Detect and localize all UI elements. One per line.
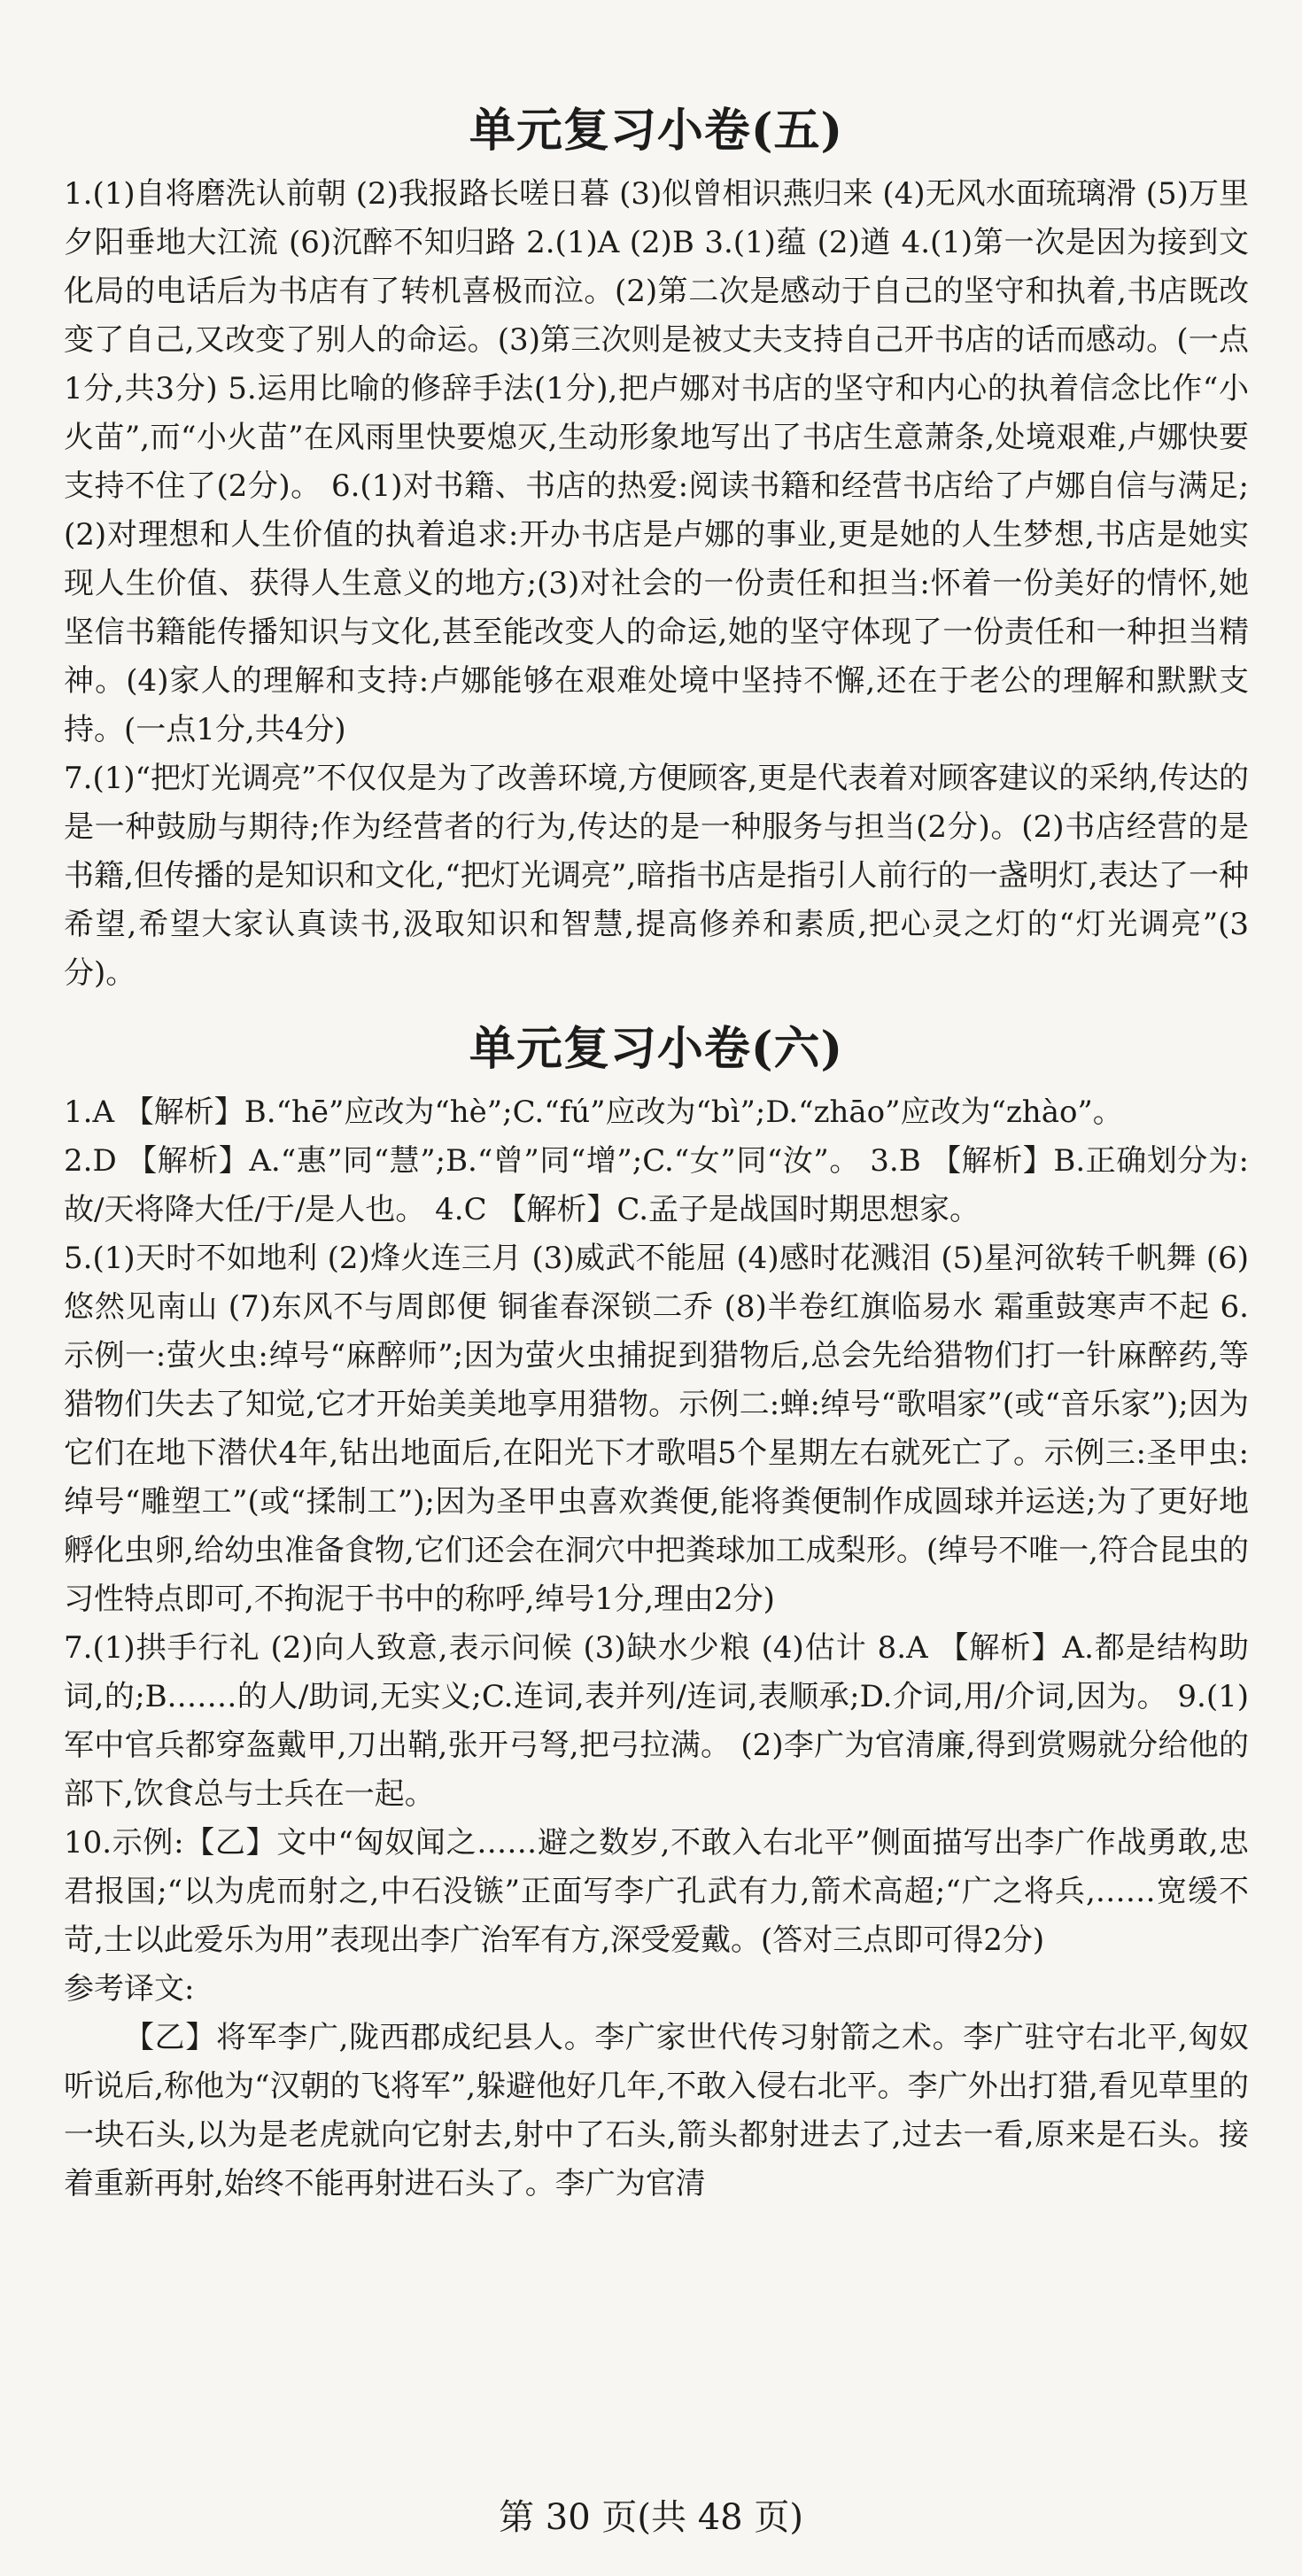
section-6-paragraph-5: 10.示例:【乙】文中“匈奴闻之……避之数岁,不敢入右北平”侧面描写出李广作战勇敢,忠君报国;“以为虎而射之,中石没镞”正面写李广孔武有力,箭术高超;“广之将兵,……宽缓不苛,士以此爱乐为用”表现出李广治军有方,深受爱戴。(答对三点即可得2分) [64,1825,1249,1958]
section-5-paragraph-2: 7.(1)“把灯光调亮”不仅仅是为了改善环境,方便顾客,更是代表着对顾客建议的采纳,传达的是一种鼓励与期待;作为经营者的行为,传达的是一种服务与担当(2分)。(2)书店经营的是书籍,但传播的是知识和文化,“把灯光调亮”,暗指书店是指引人前行的一盏明灯,表达了一种希望,希望大家认真读书,汲取知识和智慧,提高修养和素质,把心灵之灯的“灯光调亮”(3分)。 [64,761,1249,991]
section-6-paragraph-2: 2.D 【解析】A.“惠”同“慧”;B.“曾”同“增”;C.“女”同“汝”。 3.B 【解析】B.正确划分为:故/天将降大任/于/是人也。 4.C 【解析】C.孟子是战国时期思想家。 [64,1143,1249,1227]
section-6-paragraph-4: 7.(1)拱手行礼 (2)向人致意,表示问候 (3)缺水少粮 (4)估计 8.A 【解析】A.都是结构助词,的;B.……的人/助词,无实义;C.连词,表并列/连词,表顺承;D.介词,用/介词,因为。 9.(1)军中官兵都穿盔戴甲,刀出鞘,张开弓弩,把弓拉满。 (2)李广为官清廉,得到赏赐就分给他的部下,饮食总与士兵在一起。 [64,1630,1249,1812]
section-5-title: 单元复习小卷(五) [469,104,844,158]
section-6-paragraph-1: 1.A 【解析】B.“hē”应改为“hè”;C.“fú”应改为“bì”;D.“zhāo”应改为“zhào”。 [64,1095,1123,1130]
section-5-paragraph-1: 1.(1)自将磨洗认前朝 (2)我报路长嗟日暮 (3)似曾相识燕归来 (4)无风水面琉璃滑 (5)万里夕阳垂地大江流 (6)沉醉不知归路 2.(1)A (2)B 3.(1)蕴 (2)遒 4.(1)第一次是因为接到文化局的电话后为书店有了转机喜极而泣。(2)第二次是感动于自己的坚守和执着,书店既改变了自己,又改变了别人的命运。(3)第三次则是被丈夫支持自己开书店的话而感动。(一点1分,共3分) 5.运用比喻的修辞手法(1分),把卢娜对书店的坚守和内心的执着信念比作“小火苗”,而“小火苗”在风雨里快要熄灭,生动形象地写出了书店生意萧条,处境艰难,卢娜快要支持不住了(2分)。 6.(1)对书籍、书店的热爱:阅读书籍和经营书店给了卢娜自信与满足;(2)对理想和人生价值的执着追求:开办书店是卢娜的事业,更是她的人生梦想,书店是她实现人生价值、获得人生意义的地方;(3)对社会的一份责任和担当:怀着一份美好的情怀,她坚信书籍能传播知识与文化,甚至能改变人的命运,她的坚守体现了一份责任和一种担当精神。(4)家人的理解和支持:卢娜能够在艰难处境中坚持不懈,还在于老公的理解和默默支持。(一点1分,共4分) [64,176,1249,747]
translation-label: 参考译文: [64,1971,195,2007]
section-6-title: 单元复习小卷(六) [469,1022,844,1076]
translation-text: 【乙】将军李广,陇西郡成纪县人。李广家世代传习射箭之术。李广驻守右北平,匈奴听说后,称他为“汉朝的飞将军”,躲避他好几年,不敢入侵右北平。李广外出打猎,看见草里的一块石头,以为是老虎就向它射去,射中了石头,箭头都射进去了,过去一看,原来是石头。接着重新再射,始终不能再射进石头了。李广为官清 [64,2020,1249,2201]
section-6-paragraph-3: 5.(1)天时不如地利 (2)烽火连三月 (3)威武不能屈 (4)感时花溅泪 (5)星河欲转千帆舞 (6)悠然见南山 (7)东风不与周郎便 铜雀春深锁二乔 (8)半卷红旗临易水 霜重鼓寒声不起 6.示例一:萤火虫:绰号“麻醉师”;因为萤火虫捕捉到猎物后,总会先给猎物们打一针麻醉药,等猎物们失去了知觉,它才开始美美地享用猎物。示例二:蝉:绰号“歌唱家”(或“音乐家”);因为它们在地下潜伏4年,钻出地面后,在阳光下才歌唱5个星期左右就死亡了。示例三:圣甲虫:绰号“雕塑工”(或“揉制工”);因为圣甲虫喜欢粪便,能将粪便制作成圆球并运送;为了更好地孵化虫卵,给幼虫准备食物,它们还会在洞穴中把粪球加工成梨形。(绰号不唯一,符合昆虫的习性特点即可,不拘泥于书中的称呼,绰号1分,理由2分) [64,1241,1249,1617]
page-number: 第 30 页(共 48 页) [499,2497,803,2538]
